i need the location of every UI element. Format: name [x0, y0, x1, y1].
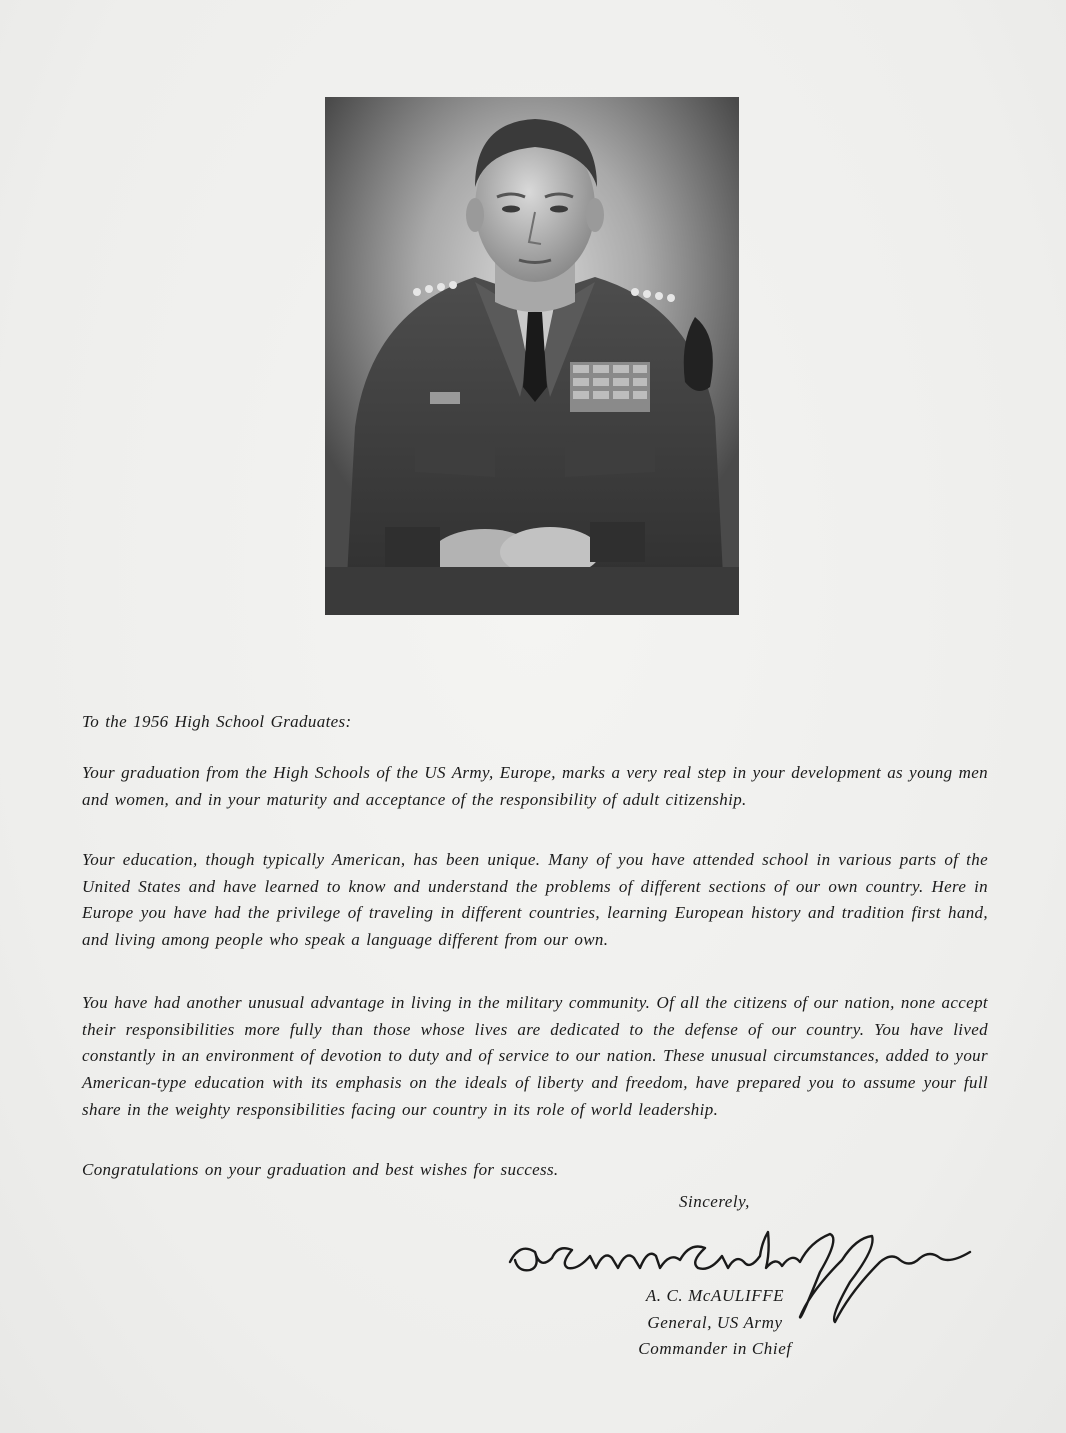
salutation: To the 1956 High School Graduates:: [82, 712, 352, 731]
paragraph-4: [82, 1157, 988, 1184]
portrait-illustration: [325, 97, 739, 615]
paragraph-text: Congratulations on your graduation and best wishes for success.: [82, 1160, 559, 1179]
signer-name: A. C. McAULIFFE: [645, 1286, 785, 1305]
signer-rank: General, US Army: [647, 1312, 783, 1332]
portrait-photo: [325, 97, 739, 615]
paragraph-2: [82, 847, 988, 954]
paragraph-text: Your education, though typically American, has been unique. Many of you have attended school in various parts of the United States and have learned to know and understand the problems of different sections of our own country. Here in Europe you have had the privilege of traveling in different countries, learning European history and tradition first hand, and living among people who speak a language different from our own.: [82, 850, 988, 950]
signer-title: Commander in Chief: [638, 1339, 792, 1358]
paragraph-text: You have had another unusual advantage in living in the military community. Of all the citizens of our nation, none accept their responsibilities more fully than those whose lives are dedicated to the defense of our country. You have lived constantly in an environment of devotion to duty and of service to our nation. These unusual circumstances, added to your American-type education with its emphasis on the ideals of liberty and freedom, have prepared you to assume your full share in the weighty responsibilities facing our country in its role of world leadership.: [82, 993, 988, 1119]
closing: Sincerely,: [679, 1192, 750, 1211]
paragraph-1: [82, 760, 988, 813]
signature-block: [600, 1283, 830, 1363]
paragraph-text: Your graduation from the High Schools of the US Army, Europe, marks a very real step in your development as young men and women, and in your maturity and acceptance of the responsibility of adult citizenship.: [82, 763, 988, 809]
paragraph-3: [82, 990, 988, 1124]
